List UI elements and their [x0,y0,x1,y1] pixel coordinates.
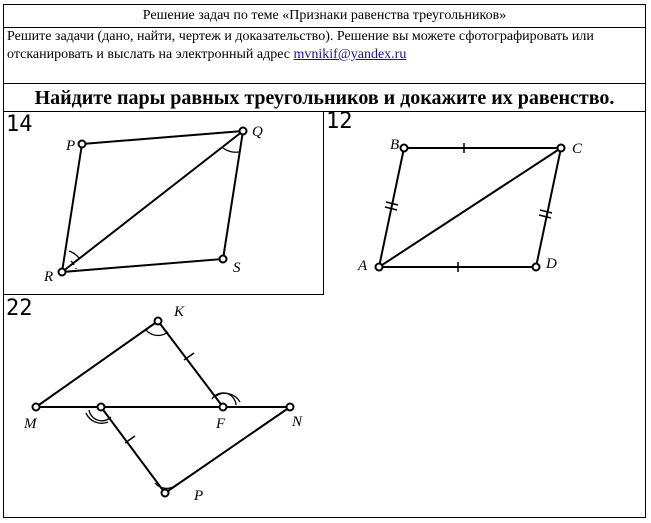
tick-mp [125,436,135,443]
tick-cd-2 [539,215,551,218]
point-inner [98,404,105,411]
point-s [220,256,227,263]
label-d: D [546,256,557,272]
label-n: N [292,414,303,430]
figure-14 [59,128,247,276]
segment-mk [36,321,158,407]
label-a: A [358,258,368,274]
segment-mp [101,407,165,493]
point-p [79,141,86,148]
angle-arc-m2-2 [86,413,108,423]
label-s: S [233,260,241,276]
point-a [376,264,383,271]
email-link[interactable]: mvnikif@yandex.ru [293,47,407,62]
point-b [401,145,408,152]
problem-number-22: 22 [6,296,33,321]
point-n [287,404,294,411]
diagonal-ac [379,148,561,267]
task-heading: Найдите пары равных треугольников и докажите их равенство. [4,83,645,112]
page-title: Решение задач по теме «Признаки равенства треугольников» [4,5,645,28]
label-m: M [24,416,37,432]
point-m [33,404,40,411]
figure-12 [376,143,565,272]
label-q: Q [252,124,263,140]
point-k [155,318,162,325]
label-b: B [390,137,400,153]
problem-number-12: 12 [326,109,353,134]
angle-arc-q [223,148,239,152]
segment-kf [158,321,223,407]
point-r [59,269,66,276]
label-c: C [572,141,583,157]
label-f: F [216,416,226,432]
instructions-text: Решите задачи (дано, найти, чертеж и доказательство). Решение вы можете сфотографировать или отсканировать и выслать на электронный адрес [7,29,594,62]
label-p: P [66,138,76,154]
figure-22 [33,318,294,497]
angle-arc-f-2 [216,393,240,402]
point-d [533,264,540,271]
point-q [240,128,247,135]
segment-pn [165,407,290,493]
diagonal-rq [62,131,243,272]
label-r: R [44,269,54,285]
label-p22: P [194,488,204,504]
point-c [558,145,565,152]
tick-cd-1 [540,210,552,213]
problem-number-14: 14 [6,112,33,137]
label-k: K [174,304,185,320]
point-f [220,404,227,411]
angle-arc-r-1 [69,251,79,258]
point-p22 [162,490,169,497]
